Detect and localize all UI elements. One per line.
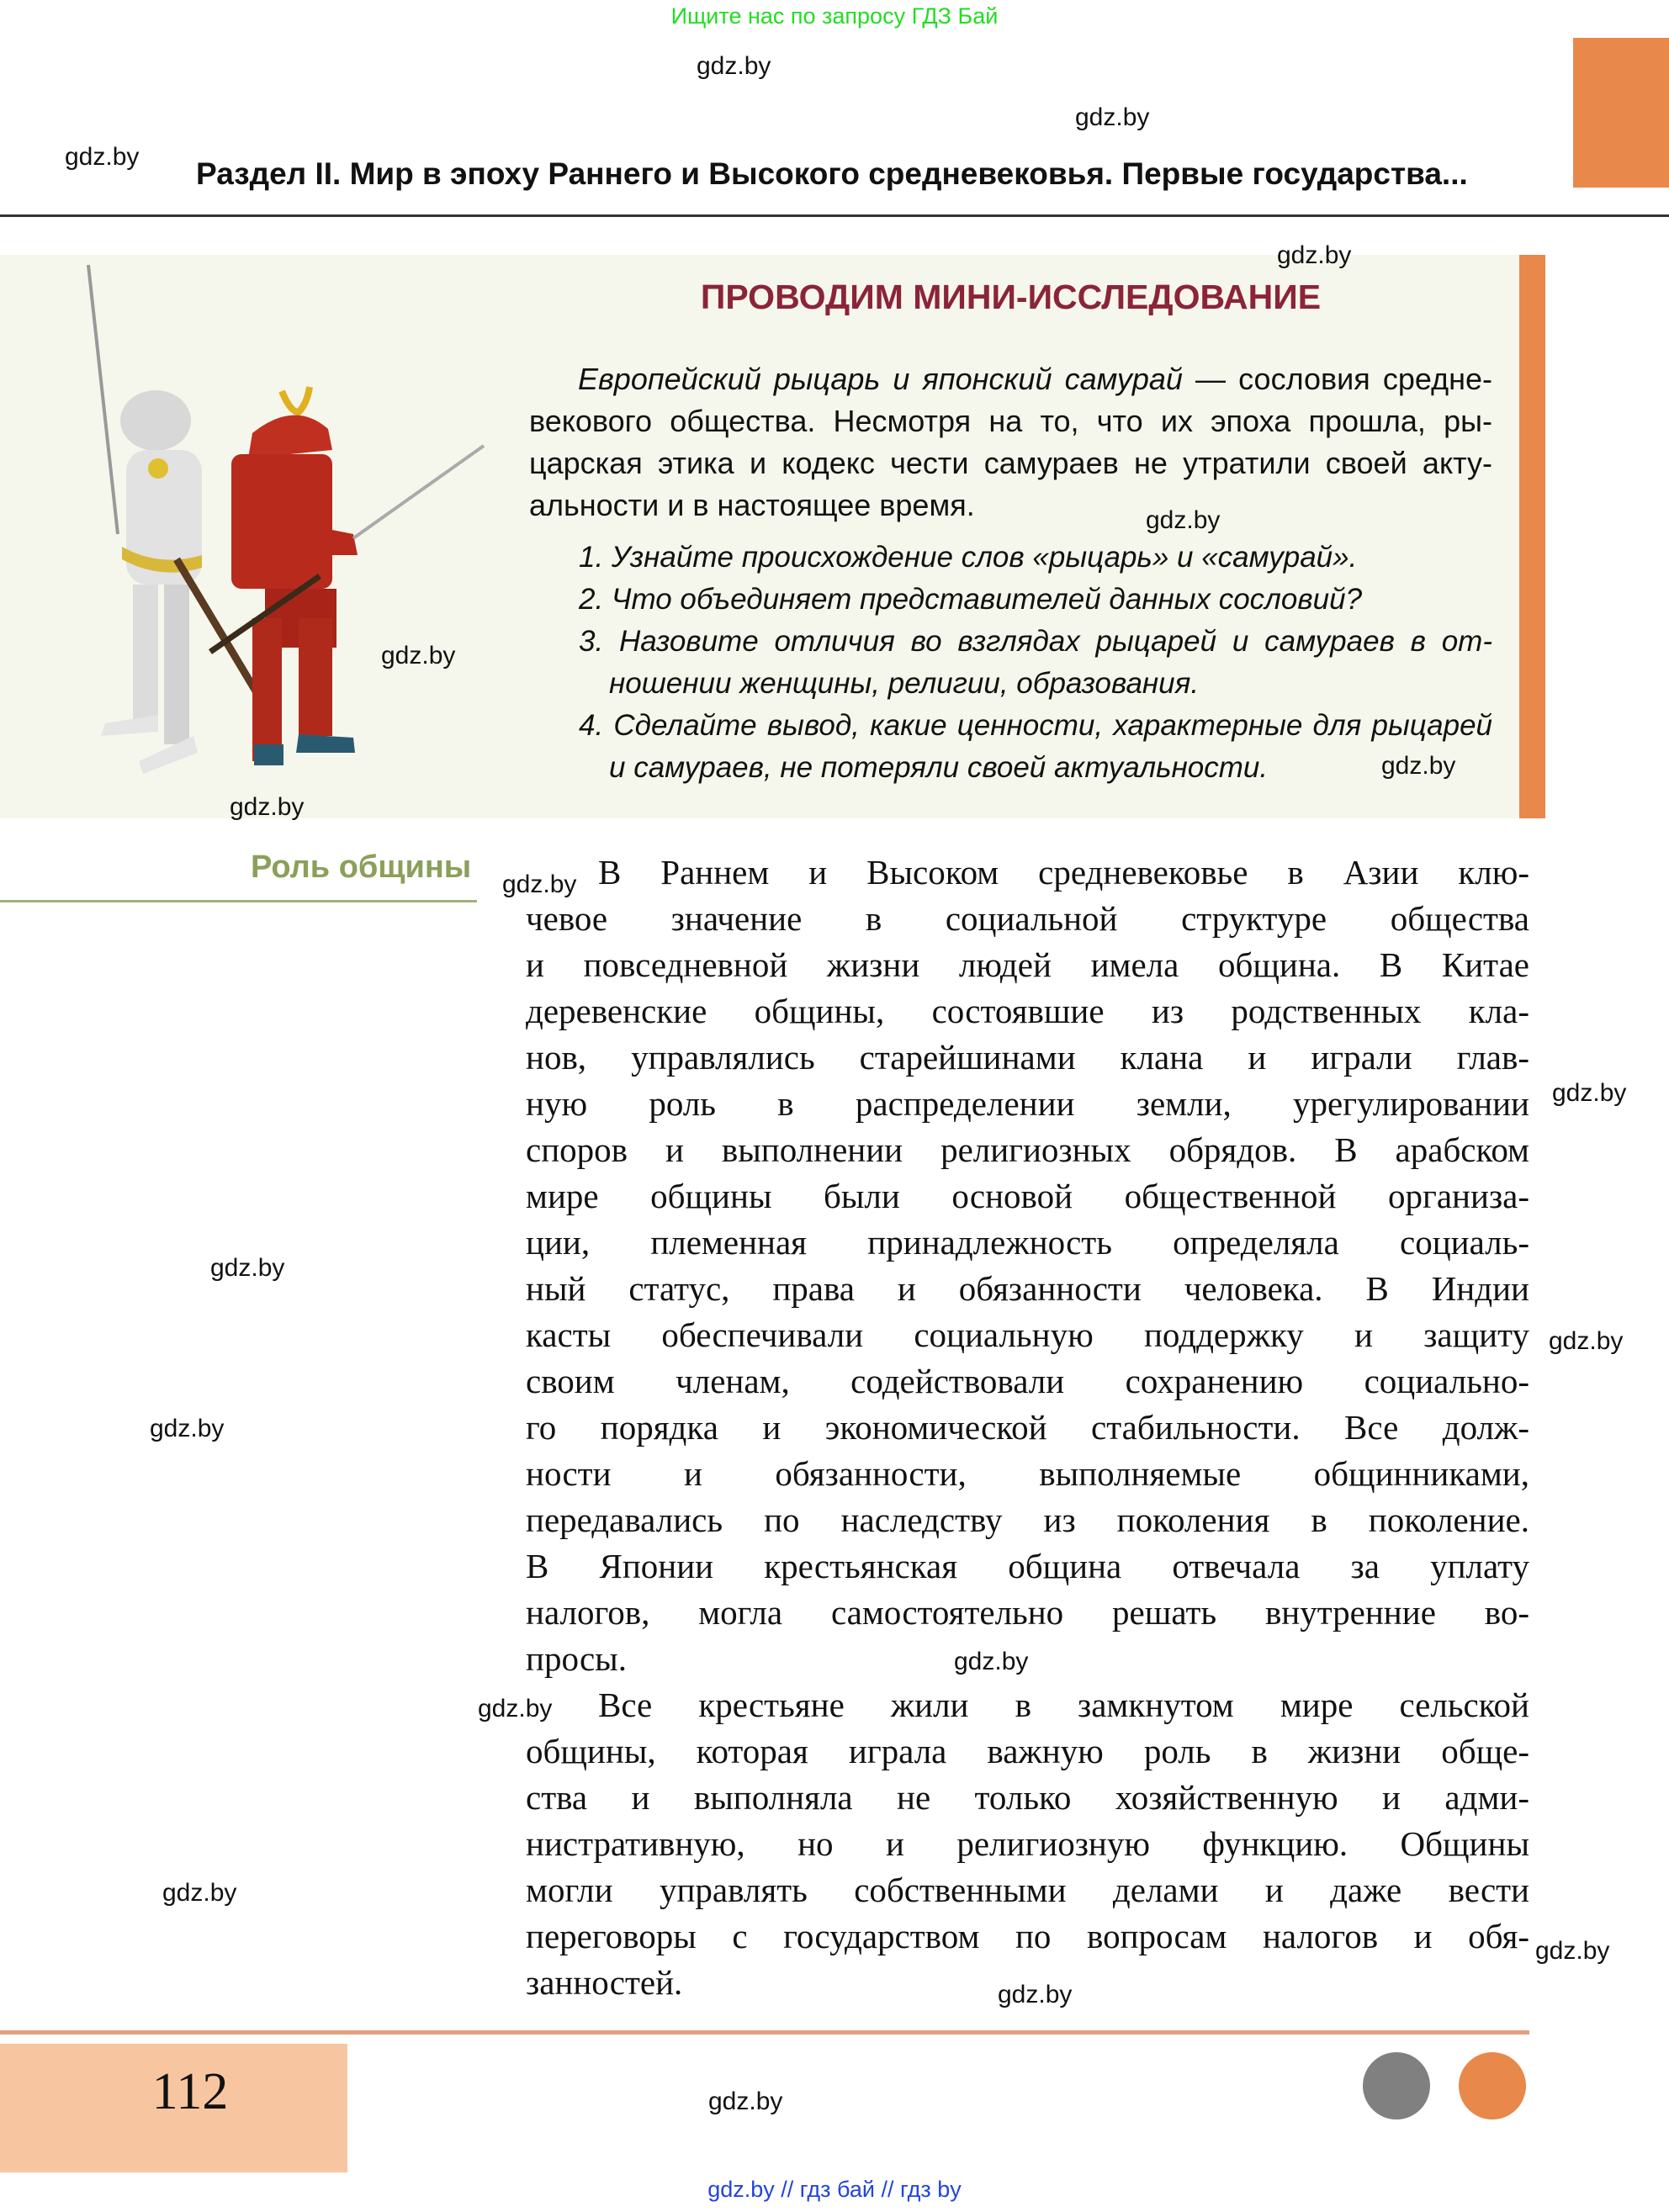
body-line: го порядка и экономической стабильности. Все долж- xyxy=(526,1408,1529,1447)
corner-tab xyxy=(1573,38,1669,188)
body-line: налогов, могла самостоятельно решать внутренние во- xyxy=(526,1593,1529,1632)
body-line: передавались по наследству из поколения в поколение. xyxy=(526,1500,1529,1539)
top-banner[interactable]: Ищите нас по запросу ГДЗ Бай xyxy=(670,3,999,29)
watermark: gdz.by xyxy=(954,1648,1029,1675)
watermark: gdz.by xyxy=(65,143,140,171)
body-line: ный статус, права и обязанности человека. В Индии xyxy=(526,1269,1529,1308)
box-intro-text xyxy=(529,358,1492,527)
body-line: ности и обязанности, выполняемые общинниками, xyxy=(526,1454,1529,1493)
watermark: gdz.by xyxy=(1535,1937,1610,1965)
watermark: gdz.by xyxy=(1549,1327,1624,1355)
body-line: чевое значение в социальной структуре общества xyxy=(526,899,1529,938)
body-text xyxy=(526,849,1529,2006)
gray-dot-icon xyxy=(1363,2052,1430,2119)
box-accent-bar xyxy=(1519,255,1545,818)
body-line: просы. xyxy=(526,1639,627,1678)
watermark: gdz.by xyxy=(230,793,305,821)
body-line: ства и выполняла не только хозяйственную и адми- xyxy=(526,1778,1529,1817)
orange-dot-icon xyxy=(1459,2052,1526,2119)
header-divider xyxy=(0,214,1669,217)
watermark: gdz.by xyxy=(381,642,456,669)
watermark: gdz.by xyxy=(162,1879,237,1907)
body-line: нистративную, но и религиозную функцию. Общины xyxy=(526,1824,1529,1863)
body-line: деревенские общины, состоявшие из родственных кла- xyxy=(526,992,1529,1030)
intro-line xyxy=(529,358,1492,400)
body-line: и повседневной жизни людей имела община. В Китае xyxy=(526,945,1529,984)
task-item-2: 2. Что объединяет представителей данных сословий? xyxy=(579,583,1363,616)
body-line: В Японии крестьянская община отвечала за уплату xyxy=(526,1547,1529,1585)
watermark: gdz.by xyxy=(697,52,771,80)
intro-line: царская этика и кодекс чести самураев не утратили своей акту- xyxy=(529,446,1492,480)
watermark: gdz.by xyxy=(1075,103,1150,131)
knight-samurai-illustration xyxy=(76,257,496,795)
body-line: своим членам, содействовали сохранению социально- xyxy=(526,1362,1529,1400)
intro-line: альности и в настоящее время. xyxy=(529,488,975,522)
intro-italic: Европейский рыцарь и японский самурай xyxy=(578,362,1183,396)
page-header-title: Раздел II. Мир в эпоху Раннего и Высокого средневековья. Первые государства... xyxy=(196,156,1468,191)
section-side-title: Роль общины xyxy=(251,849,472,885)
body-line: Все крестьяне жили в замкнутом мире сельской xyxy=(598,1685,1529,1724)
footer-divider xyxy=(0,2030,1529,2035)
task-item-1: 1. Узнайте происхождение слов «рыцарь» и «самурай». xyxy=(579,541,1358,574)
task-item-3: 3. Назовите отличия во взглядах рыцарей и самураев в от- xyxy=(579,625,1492,658)
box-title: ПРОВОДИМ МИНИ-ИССЛЕДОВАНИЕ xyxy=(700,278,1322,316)
body-line: ции, племенная принадлежность определяла социаль- xyxy=(526,1223,1529,1262)
watermark: gdz.by xyxy=(150,1415,225,1442)
task-item-4-cont: и самураев, не потеряли своей актуальности. xyxy=(609,751,1269,784)
body-line: переговоры с государством по вопросам налогов и обя- xyxy=(526,1917,1529,1955)
body-line: ную роль в распределении земли, урегулировании xyxy=(526,1084,1529,1123)
samurai-figure xyxy=(231,387,358,765)
body-line: общины, которая играла важную роль в жизни обще- xyxy=(526,1732,1529,1770)
watermark: gdz.by xyxy=(210,1254,285,1282)
intro-line: векового общества. Несмотря на то, что их эпоха прошла, ры- xyxy=(529,404,1492,438)
watermark: gdz.by xyxy=(1552,1079,1627,1107)
body-line: споров и выполнении религиозных обрядов. В арабском xyxy=(526,1130,1529,1169)
watermark: gdz.by xyxy=(1277,241,1352,269)
task-item-3-cont: ношении женщины, религии, образования. xyxy=(609,667,1200,700)
task-item-4: 4. Сделайте вывод, какие ценности, характерные для рыцарей xyxy=(579,709,1492,742)
task-list xyxy=(579,537,1492,789)
body-line: могли управлять собственными делами и даже вести xyxy=(526,1871,1529,1909)
body-line: касты обеспечивали социальную поддержку и защиту xyxy=(526,1315,1529,1354)
side-title-rule xyxy=(0,900,477,902)
body-line: В Раннем и Высоком средневековье в Азии клю- xyxy=(598,853,1529,892)
watermark: gdz.by xyxy=(502,871,577,898)
page-number: 112 xyxy=(151,2063,229,2120)
footer-links[interactable]: gdz.by // гдз бай // гдз by xyxy=(707,2177,962,2202)
watermark: gdz.by xyxy=(1146,506,1221,534)
body-line: нов, управлялись старейшинами клана и играли глав- xyxy=(526,1038,1529,1077)
body-line: занностей. xyxy=(526,1963,683,2002)
watermark: gdz.by xyxy=(998,1981,1073,2008)
intro-line-text: — сословия средне- xyxy=(1182,362,1492,396)
body-line: мире общины были основой общественной организа- xyxy=(526,1177,1529,1215)
watermark: gdz.by xyxy=(478,1695,553,1723)
watermark: gdz.by xyxy=(1381,752,1456,780)
watermark: gdz.by xyxy=(708,2088,783,2115)
